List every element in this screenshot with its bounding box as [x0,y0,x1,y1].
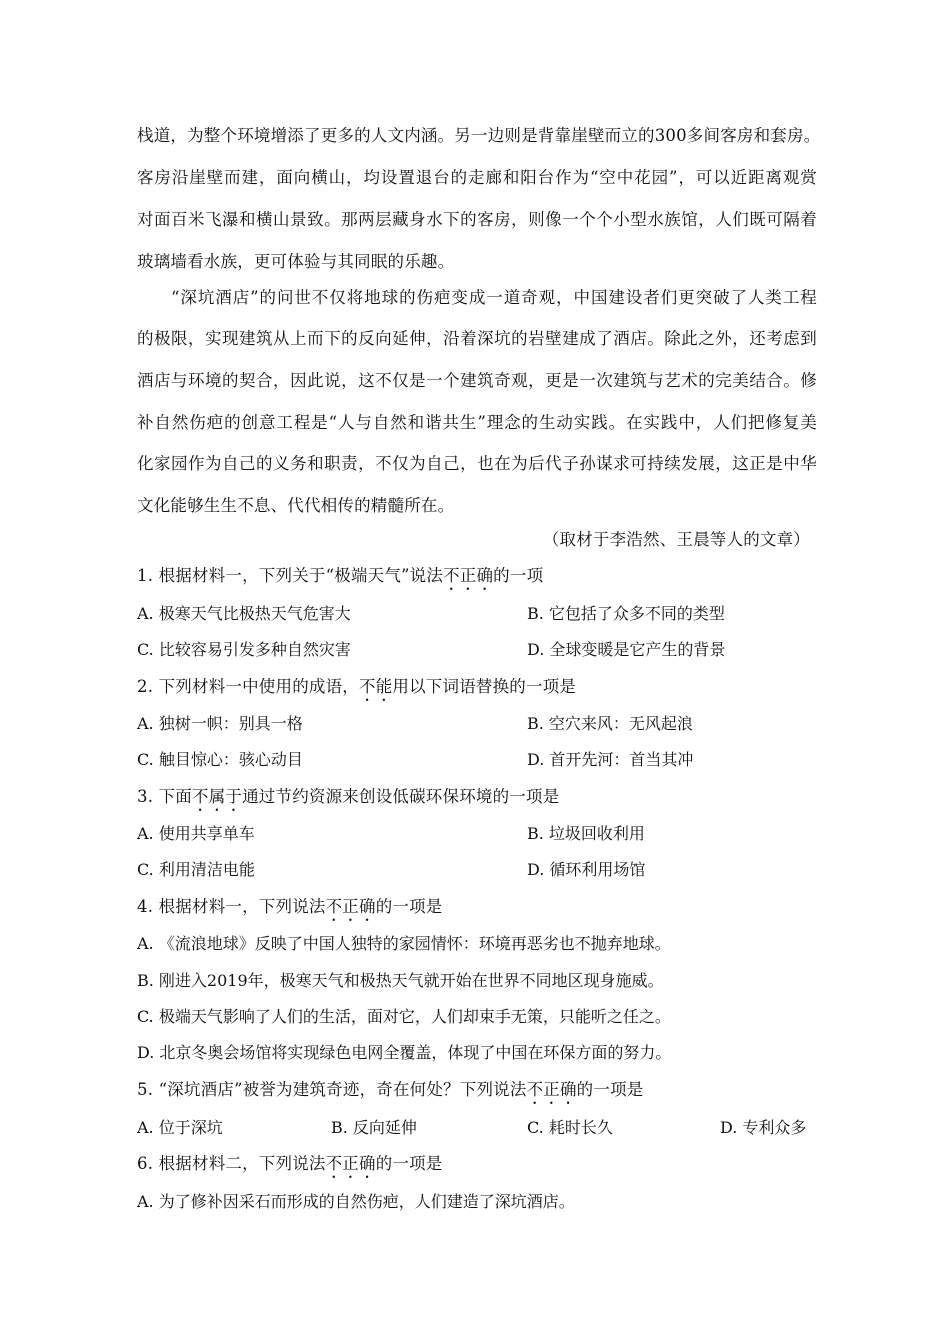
emphasis-text: 不能 [359,677,393,696]
passage-line: 文化能够生生不息、代代相传的精髓所在。 [137,496,455,515]
q5-option-d: D. 专利众多 [720,1118,807,1137]
q1-option-b: B. 它包括了众多不同的类型 [527,604,725,623]
question-4-stem: 4. 根据材料一，下列说法不正确的一项是 [137,897,443,916]
q2-option-d: D. 首开先河：首当其冲 [527,750,694,769]
emphasis-text: 不正确 [443,566,494,585]
question-2-stem: 2. 下列材料一中使用的成语，不能用以下词语替换的一项是 [137,677,577,696]
emphasis-text: 不正确 [325,1154,376,1173]
q4-option-b: B. 刚进入2019年，极寒天气和极热天气就开始在世界不同地区现身施威。 [137,971,664,990]
q3-option-c: C. 利用清洁电能 [137,860,255,879]
passage-line: 栈道，为整个环境增添了更多的人文内涵。另一边则是背靠崖壁而立的300多间客房和套房。 [137,126,821,145]
q3-option-b: B. 垃圾回收利用 [527,824,645,843]
passage-line: 客房沿崖壁而建，面向横山，均设置退台的走廊和阳台作为“空中花园”，可以近距离观赏 [137,168,817,187]
q1-option-d: D. 全球变暖是它产生的背景 [527,640,726,659]
q5-option-b: B. 反向延伸 [331,1118,417,1137]
q5-option-c: C. 耗时长久 [527,1118,613,1137]
emphasis-text: 不属于 [192,787,243,806]
q6-option-a: A. 为了修补因采石而形成的自然伤疤，人们建造了深坑酒店。 [137,1192,575,1211]
passage-line: 酒店与环境的契合，因此说，这不仅是一个建筑奇观，更是一次建筑与艺术的完美结合。修 [137,371,817,390]
q1-option-c: C. 比较容易引发多种自然灾害 [137,640,351,659]
passage-line: 玻璃墙看水族，更可体验与其同眠的乐趣。 [137,252,455,271]
passage-line: 的极限，实现建筑从上而下的反向延伸，沿着深坑的岩壁建成了酒店。除此之外，还考虑到 [137,329,817,348]
emphasis-text: 不正确 [325,897,376,916]
q1-option-a: A. 极寒天气比极热天气危害大 [137,604,351,623]
passage-line: 化家园作为自己的义务和职责，不仅为自己，也在为后代子孙谋求可持续发展，这正是中华 [137,454,817,473]
passage-line: 补自然伤疤的创意工程是“人与自然和谐共生”理念的生动实践。在实践中，人们把修复美 [137,413,817,432]
q3-option-d: D. 循环利用场馆 [527,860,646,879]
q3-option-a: A. 使用共享单车 [137,824,255,843]
question-1-stem: 1. 根据材料一，下列关于“极端天气”说法不正确的一项 [137,566,544,585]
q4-option-d: D. 北京冬奥会场馆将实现绿色电网全覆盖，体现了中国在环保方面的努力。 [137,1043,672,1062]
question-3-stem: 3. 下面不属于通过节约资源来创设低碳环保环境的一项是 [137,787,560,806]
q2-option-a: A. 独树一帜：别具一格 [137,714,303,733]
question-6-stem: 6. 根据材料二，下列说法不正确的一项是 [137,1154,443,1173]
question-5-stem: 5. “深坑酒店”被誉为建筑奇迹，奇在何处？下列说法不正确的一项是 [137,1080,644,1099]
emphasis-text: 不正确 [526,1080,577,1099]
q2-option-c: C. 触目惊心：骇心动目 [137,750,303,769]
passage-line: “深坑酒店”的问世不仅将地球的伤疤变成一道奇观，中国建设者们更突破了人类工程 [171,288,817,307]
q4-option-a: A. 《流浪地球》反映了中国人独特的家园情怀：环境再恶劣也不抛弃地球。 [137,934,671,953]
source-citation: （取材于李浩然、王晨等人的文章） [542,530,810,549]
q2-option-b: B. 空穴来风：无风起浪 [527,714,693,733]
passage-line: 对面百米飞瀑和横山景致。那两层藏身水下的客房，则像一个个小型水族馆，人们既可隔着 [137,210,817,229]
q4-option-c: C. 极端天气影响了人们的生活，面对它，人们却束手无策，只能听之任之。 [137,1007,671,1026]
q5-option-a: A. 位于深坑 [137,1118,223,1137]
